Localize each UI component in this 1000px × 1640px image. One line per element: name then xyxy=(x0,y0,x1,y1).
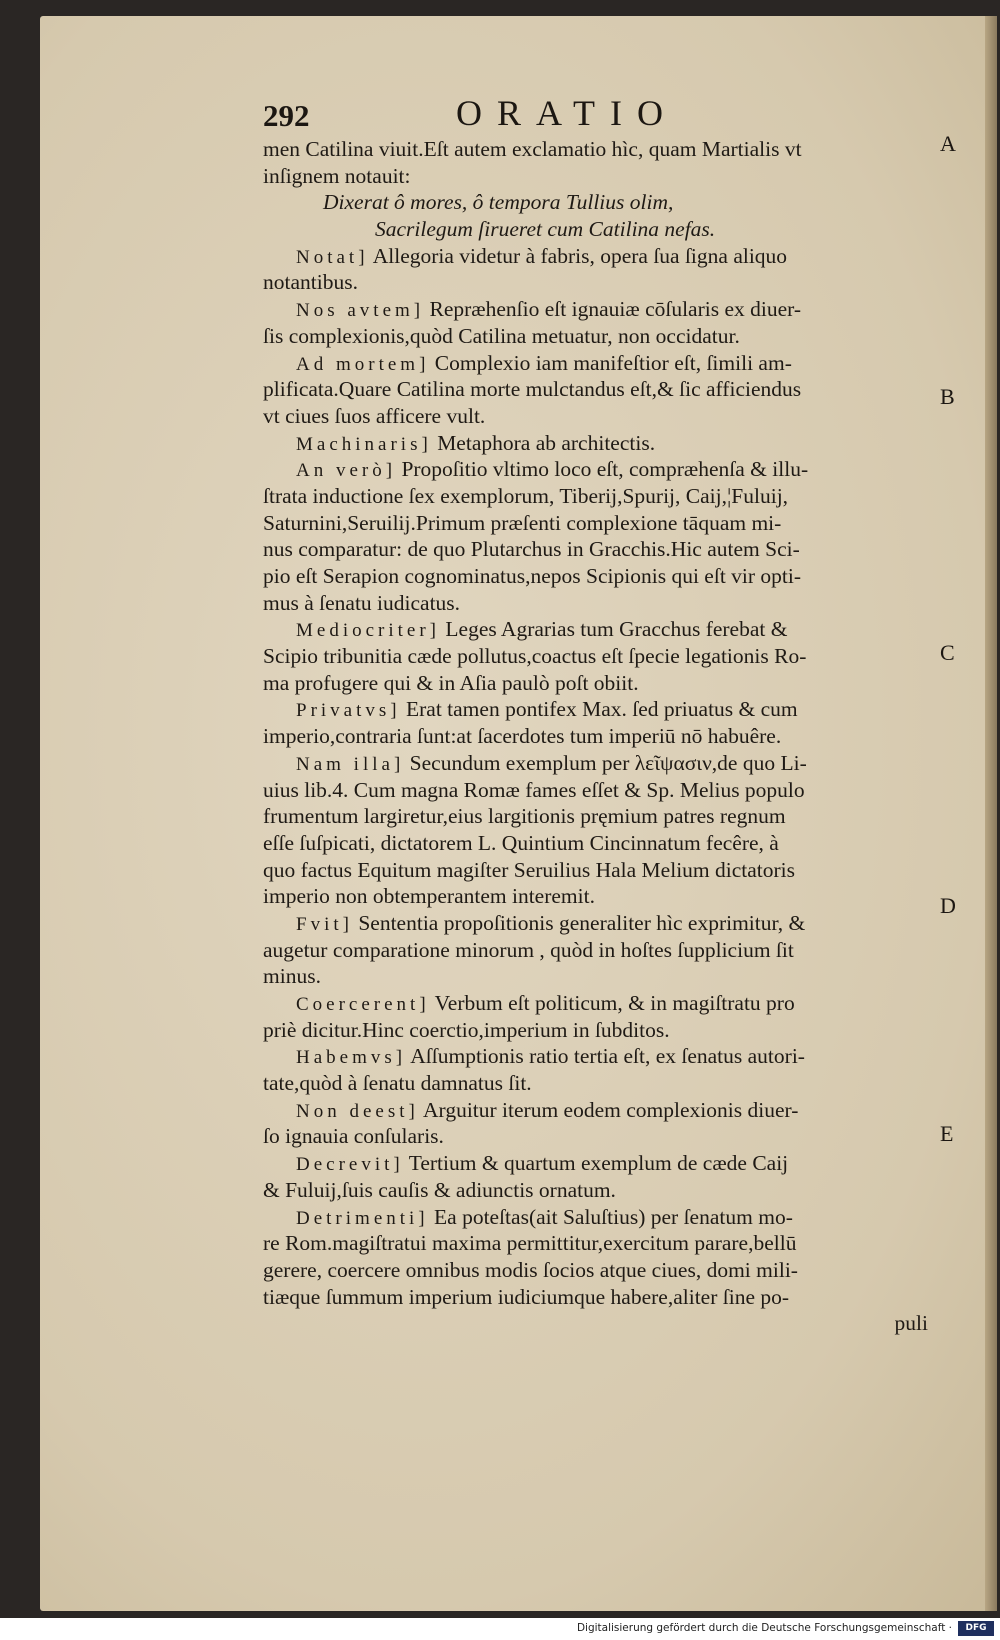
text-line xyxy=(263,643,933,670)
line-text: Propoſitio vltimo loco eſt, compræhenſa & illu- xyxy=(396,457,809,482)
text-line xyxy=(263,1310,933,1337)
line-text: Saturnini,Seruilij.Primum præſenti complexione tāquam mi- xyxy=(263,510,782,535)
line-text: ma profugere qui & in Aſia paulò poſt obiit. xyxy=(263,670,639,695)
lemma: Nam illa] xyxy=(296,753,405,775)
text-line xyxy=(263,883,933,910)
lemma: Coercerent] xyxy=(296,994,430,1015)
line-text: men Catilina viuit.Eſt autem exclamatio hìc, quam Martialis vt xyxy=(263,137,802,161)
line-text: Erat tamen pontifex Max. ſed priuatus & cum xyxy=(400,697,798,722)
lemma: Detrimenti] xyxy=(296,1207,429,1229)
text-line xyxy=(263,376,933,403)
text-line xyxy=(263,963,933,990)
line-text: priè dicitur.Hinc coerctio,imperium in ſubditos. xyxy=(263,1017,670,1042)
lemma: Habemvs] xyxy=(296,1047,407,1069)
running-title: ORATIO xyxy=(456,93,678,133)
text-line xyxy=(263,1097,933,1124)
text-line xyxy=(263,430,933,457)
text-line xyxy=(263,830,933,857)
text-line xyxy=(263,563,933,590)
text-line xyxy=(263,1230,933,1257)
line-text: re Rom.magiſtratui maxima permittitur,exercitum parare,bellū xyxy=(263,1231,797,1256)
line-text: Metaphora ab architectis. xyxy=(431,430,656,455)
text-line xyxy=(263,1284,933,1311)
text-line xyxy=(263,1204,933,1231)
line-text: gerere, coercere omnibus modis ſocios atque ciues, domi mili- xyxy=(263,1257,798,1282)
text-line xyxy=(263,1257,933,1284)
line-text: imperio non obtemperantem interemit. xyxy=(263,884,595,909)
lemma: An verò] xyxy=(296,460,397,482)
line-text: Complexio iam manifeſtior eſt, ſimili am- xyxy=(429,350,792,375)
text-line xyxy=(263,616,933,643)
text-line xyxy=(263,536,933,563)
line-text: tiæque ſummum imperium iudiciumque habere,aliter ſine po- xyxy=(263,1284,790,1309)
lemma: Decrevit] xyxy=(296,1154,404,1176)
page-number: 292 xyxy=(263,98,310,133)
line-text: puli xyxy=(894,1311,928,1336)
text-line xyxy=(263,1043,933,1070)
lemma: Mediocriter] xyxy=(296,620,441,642)
line-text: eſſe ſuſpicati, dictatorem L. Quintium Cincinnatum fecêre, à xyxy=(263,830,779,855)
line-text: pio eſt Serapion cognominatus,nepos Scipionis qui eſt vir opti- xyxy=(263,564,802,588)
page-header xyxy=(263,92,903,138)
line-text: & Fuluij,ſuis cauſis & adiunctis ornatum. xyxy=(263,1177,616,1202)
margin-letter-a: A xyxy=(940,131,956,156)
line-text: Sacrilegum ſirueret cum Catilina nefas. xyxy=(375,217,716,242)
text-line xyxy=(263,216,933,243)
text-line xyxy=(263,777,933,804)
page-edge xyxy=(985,16,997,1611)
line-text: Sententia propoſitionis generaliter hìc exprimitur, & xyxy=(352,910,806,935)
text-line xyxy=(263,857,933,884)
line-text: ſis complexionis,quòd Catilina metuatur, non occidatur. xyxy=(263,323,740,348)
footer-bar xyxy=(0,1618,1000,1640)
text-line xyxy=(263,323,933,350)
line-text: Allegoria videtur à fabris, opera ſua ſigna aliquo xyxy=(368,243,788,268)
line-text: Verbum eſt politicum, & in magiſtratu pro xyxy=(429,991,795,1015)
line-text: quo factus Equitum magiſter Seruilius Hala Melium dictatoris xyxy=(263,857,796,882)
text-line xyxy=(263,350,933,377)
line-text: tate,quòd à ſenatu damnatus ſit. xyxy=(263,1071,532,1096)
line-text: ſo ignauia conſularis. xyxy=(263,1124,444,1149)
margin-letter-e: E xyxy=(940,1121,954,1146)
text-line xyxy=(263,510,933,537)
text-line xyxy=(263,296,933,323)
text-line xyxy=(263,403,933,430)
text-line xyxy=(263,483,933,510)
line-text: mus à ſenatu iudicatus. xyxy=(263,590,461,615)
text-line xyxy=(263,1123,933,1150)
text-line xyxy=(263,1150,933,1177)
text-line xyxy=(263,163,933,190)
lemma: Nos avtem] xyxy=(296,300,425,322)
text-line xyxy=(263,456,933,483)
lemma: Fvit] xyxy=(296,913,353,935)
line-text: vt ciues ſuos afficere vult. xyxy=(263,403,486,428)
body-text xyxy=(263,136,933,1337)
lemma: Privatvs] xyxy=(296,700,401,722)
line-text: plificata.Quare Catilina morte mulctandus eſt,& ſic afficiendus xyxy=(263,377,802,402)
margin-letter-c: C xyxy=(940,640,955,665)
text-line xyxy=(263,1017,933,1044)
line-text: Tertium & quartum exemplum de cæde Caij xyxy=(403,1151,789,1176)
line-text: imperio,contraria ſunt:at ſacerdotes tum imperiū nō habuêre. xyxy=(263,724,782,749)
text-line xyxy=(263,1070,933,1097)
line-text: nus comparatur: de quo Plutarchus in Gracchis.Hic autem Sci- xyxy=(263,537,800,562)
line-text: Arguitur iterum eodem complexionis diuer- xyxy=(418,1097,799,1122)
margin-letter-b: B xyxy=(940,384,955,409)
margin-letter-d: D xyxy=(940,893,956,918)
text-line xyxy=(263,750,933,777)
lemma: Non deest] xyxy=(296,1100,419,1122)
line-text: minus. xyxy=(263,964,321,989)
line-text: Repræhenſio eſt ignauiæ cōſularis ex diuer- xyxy=(424,297,802,322)
text-line xyxy=(263,243,933,270)
line-text: Leges Agrarias tum Gracchus ferebat & xyxy=(440,617,788,642)
line-text: uius lib.4. Cum magna Romæ fames eſſet & Sp. Melius populo xyxy=(263,777,805,802)
line-text: Scipio tribunitia cæde pollutus,coactus eſt ſpecie legationis Ro- xyxy=(263,644,807,669)
text-line xyxy=(263,670,933,697)
line-text: Secundum exemplum per λεῖψασιν,de quo Li- xyxy=(404,750,807,775)
text-line xyxy=(263,269,933,296)
line-text: Ea poteſtas(ait Saluſtius) per ſenatum mo- xyxy=(428,1204,793,1229)
lemma: Ad mortem] xyxy=(296,353,430,375)
text-line xyxy=(263,189,933,216)
line-text: Aſſumptionis ratio tertia eſt, ex ſenatus autori- xyxy=(406,1044,805,1069)
text-line xyxy=(263,937,933,964)
line-text: ſtrata inductione ſex exemplorum, Tiberij,Spurij, Caij,¦Fuluij, xyxy=(263,483,789,508)
line-text: Dixerat ô mores, ô tempora Tullius olim, xyxy=(323,190,674,215)
dfg-logo: DFG xyxy=(958,1621,994,1636)
text-line xyxy=(263,136,933,163)
line-text: augetur comparatione minorum , quòd in hoſtes ſupplicium ſit xyxy=(263,937,794,962)
line-text: frumentum largiretur,eius largitionis pręmium patres regnum xyxy=(263,804,786,829)
text-line xyxy=(263,910,933,937)
text-line xyxy=(263,990,933,1017)
text-line xyxy=(263,723,933,750)
footer-credit: Digitalisierung gefördert durch die Deutsche Forschungsgemeinschaft · xyxy=(576,1622,952,1634)
text-line xyxy=(263,1177,933,1204)
line-text: notantibus. xyxy=(263,270,358,295)
line-text: inſignem notauit: xyxy=(263,163,411,188)
text-line xyxy=(263,696,933,723)
text-line xyxy=(263,590,933,617)
lemma: Machinaris] xyxy=(296,433,432,455)
lemma: Notat] xyxy=(296,246,369,268)
text-line xyxy=(263,803,933,830)
